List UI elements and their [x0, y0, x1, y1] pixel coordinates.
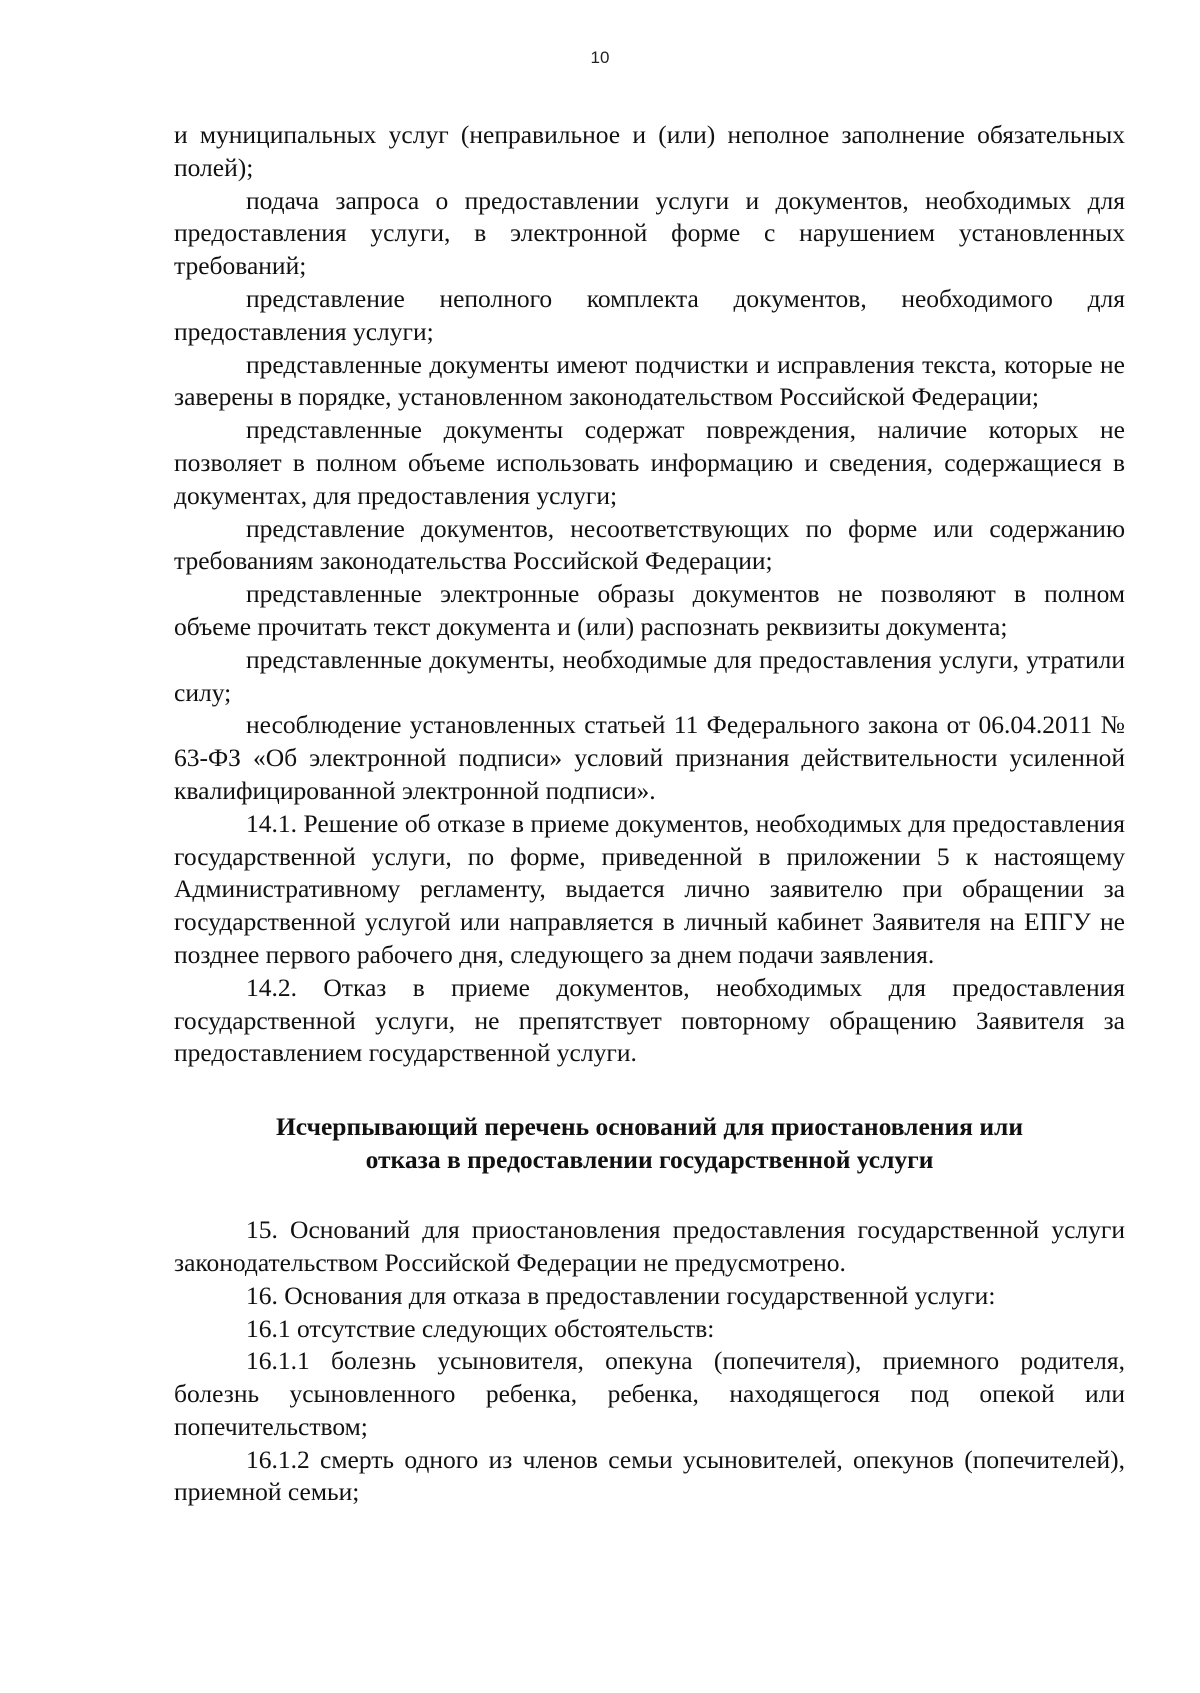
- paragraphs-after-heading: [174, 1214, 1125, 1509]
- paragraph: и муниципальных услуг (неправильное и (или) неполное заполнение обязательных полей);: [174, 120, 1125, 182]
- paragraph-16: 16. Основания для отказа в предоставлении государственной услуги:: [246, 1280, 996, 1310]
- paragraph-14-1: 14.1. Решение об отказе в приеме документов, необходимых для предоставления государственной услуги, по форме, приведенной в приложении 5 к настоящему Административному регламенту, выдается лично заявителю при обращении за государственной услугой или направляется в личный кабинет Заявителя на ЕПГУ не позднее первого рабочего дня, следующего за днем подачи заявления.: [174, 808, 1125, 969]
- document-body: [174, 119, 1125, 1509]
- paragraph-16-1: 16.1 отсутствие следующих обстоятельств:: [246, 1313, 715, 1343]
- paragraph: представление неполного комплекта документов, необходимого для предоставления услуги;: [174, 283, 1125, 346]
- paragraph-15: 15. Оснований для приостановления предоставления государственной услуги законодательством Российской Федерации не предусмотрено.: [174, 1215, 1125, 1277]
- paragraph-16-1-2: 16.1.2 смерть одного из членов семьи усыновителей, опекунов (попечителей), приемной семьи;: [174, 1444, 1125, 1507]
- paragraph: представленные документы, необходимые для предоставления услуги, утратили силу;: [174, 644, 1125, 707]
- page-number: 10: [590, 48, 610, 67]
- section-heading-line-2: отказа в предоставлении государственной услуги: [365, 1145, 934, 1175]
- paragraph: представленные документы содержат повреждения, наличие которых не позволяет в полном объеме использовать информацию и сведения, содержащиеся в документах, для предоставления услуги;: [174, 415, 1125, 510]
- section-heading-line-1: Исчерпывающий перечень оснований для приостановления или: [275, 1112, 1024, 1142]
- paragraph: подача запроса о предоставлении услуги и документов, необходимых для предоставления услуги, в электронной форме с нарушением установленных требований;: [174, 185, 1125, 281]
- paragraphs-before-heading: [174, 119, 1125, 1070]
- paragraph-14-2: 14.2. Отказ в приеме документов, необходимых для предоставления государственной услуги, не препятствует повторному обращению Заявителя за предоставлением государственной услуги.: [174, 972, 1125, 1068]
- paragraph: несоблюдение установленных статьей 11 Федерального закона от 06.04.2011 № 63-ФЗ «Об электронной подписи» условий признания действительности усиленной квалифицированной электронной подписи».: [174, 710, 1125, 805]
- section-heading: [174, 1110, 1125, 1176]
- paragraph: представленные документы имеют подчистки и исправления текста, которые не заверены в порядке, установленном законодательством Российской Федерации;: [174, 349, 1125, 412]
- paragraph-16-1-1: 16.1.1 болезнь усыновителя, опекуна (попечителя), приемного родителя, болезнь усыновленного ребенка, ребенка, находящегося под опекой или попечительством;: [174, 1346, 1125, 1441]
- paragraph: представление документов, несоответствующих по форме или содержанию требованиям законодательства Российской Федерации;: [174, 513, 1125, 576]
- paragraph: представленные электронные образы документов не позволяют в полном объеме прочитать текст документа и (или) распознать реквизиты документа;: [174, 579, 1125, 641]
